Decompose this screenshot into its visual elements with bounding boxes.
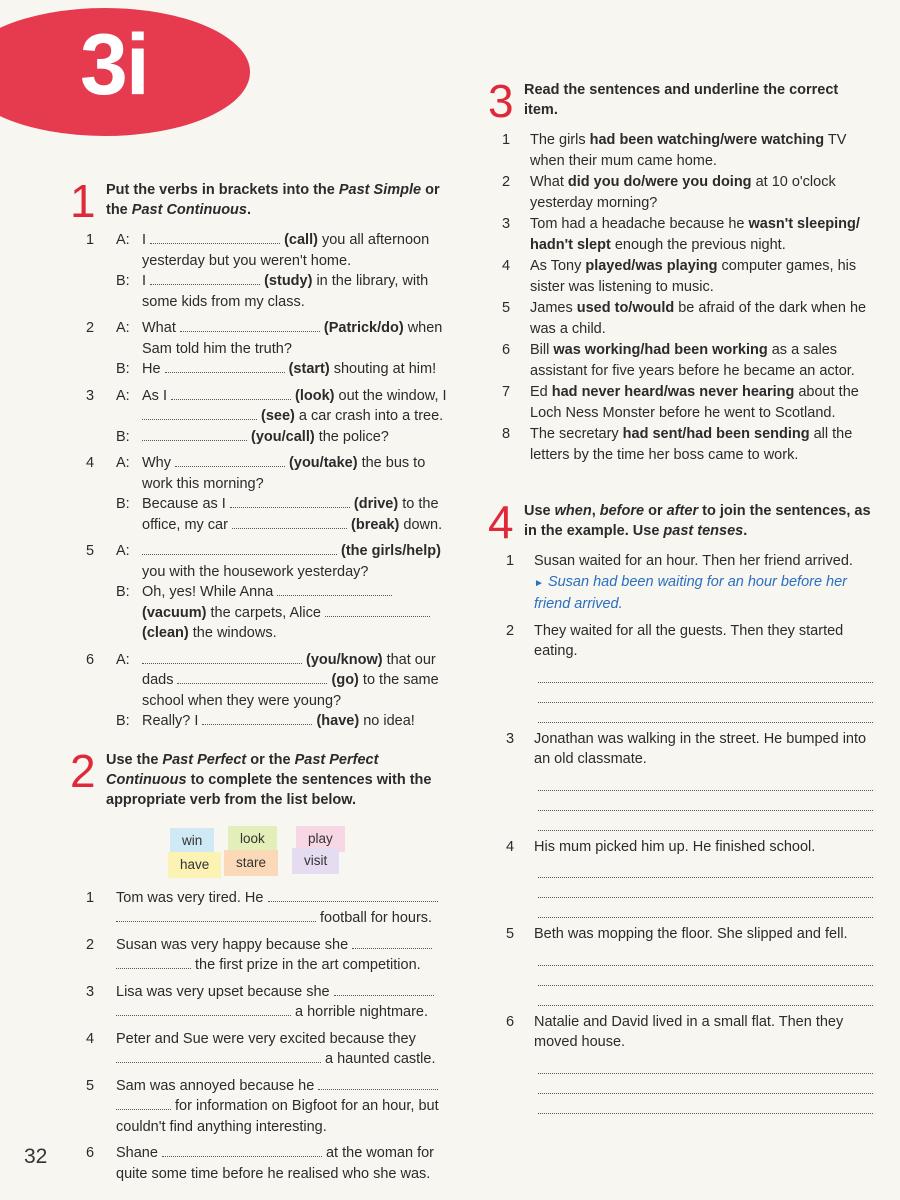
sentence-text: for information on Bigfoot for an hour, but couldn't find anything interesting.	[116, 1098, 439, 1135]
exercise-4-title: ,	[591, 503, 600, 519]
sentence	[116, 982, 455, 1023]
exercise-4-title: or	[644, 503, 667, 519]
verb-prompt: (you/take)	[285, 455, 358, 471]
sentence-text: Ed	[530, 384, 552, 400]
sentence-text: the bus to work this morning?	[142, 455, 426, 492]
answer-blank[interactable]	[180, 318, 320, 332]
answer-blank[interactable]	[268, 888, 438, 902]
sentence	[116, 1029, 455, 1070]
writing-line[interactable]	[538, 771, 873, 791]
sentence-text: Because as I	[142, 496, 230, 512]
verb-prompt: (you/know)	[302, 651, 383, 668]
sentence-text: Beth was mopping the floor. She slipped and fell.	[534, 926, 848, 942]
item-number: 5	[86, 1077, 95, 1094]
sentence	[116, 935, 455, 976]
verb-prompt: (Patrick/do)	[319, 320, 404, 336]
speaker-label: B:	[116, 428, 130, 445]
writing-line[interactable]	[538, 878, 873, 898]
sentence-text: Peter and Sue were very excited because they	[116, 1030, 416, 1047]
item-number: 2	[506, 622, 515, 639]
sentence-text: no idea!	[359, 713, 415, 729]
dialogue-line	[116, 359, 455, 380]
sentence	[530, 382, 873, 423]
item-number: 6	[86, 1145, 95, 1161]
sentence-text: Oh, yes! While Anna	[142, 584, 278, 600]
sentence	[116, 888, 455, 929]
sentence-text: at 10 o'clock yesterday morning?	[530, 174, 836, 211]
verb-chip-0: win	[170, 828, 214, 855]
verb-prompt: (break)	[346, 516, 400, 533]
speaker-label: A:	[116, 387, 130, 404]
dialogue-line	[116, 650, 455, 712]
sentence-text: the windows.	[188, 625, 277, 641]
dialogue-line	[116, 271, 455, 312]
item-number: 5	[502, 300, 511, 316]
sentence-text: What	[142, 320, 180, 336]
sentence-text: His mum picked him up. He finished school.	[534, 838, 816, 855]
dialogue-line	[116, 541, 455, 582]
exercise-4-title: .	[743, 523, 748, 539]
item-number: 6	[86, 651, 95, 668]
item-number: 4	[502, 258, 511, 274]
answer-blank[interactable]	[165, 359, 285, 373]
verb-chip-2: play	[296, 826, 345, 853]
answer-blank[interactable]	[177, 670, 327, 684]
answer-blank[interactable]	[116, 955, 191, 969]
dialogue-line	[116, 453, 455, 494]
exercise-4-item	[488, 924, 873, 945]
choice-options[interactable]: was working/had been working	[553, 342, 768, 358]
sentence-text: a haunted castle.	[321, 1051, 436, 1067]
exercise-4-heading	[488, 496, 873, 548]
sentence-text: shouting at him!	[329, 361, 437, 377]
exercise-4-items	[488, 621, 873, 1114]
left-column	[70, 175, 455, 1190]
example-answer-text: Susan had been waiting for an hour before her friend arrived.	[534, 573, 848, 612]
sentence-text: James	[530, 300, 577, 316]
verb-prompt: (drive)	[349, 496, 399, 512]
speaker-label: A:	[116, 232, 130, 248]
sentence-text: about the Loch Ness Monster before he went to Scotland.	[530, 384, 859, 421]
sentence	[530, 256, 873, 297]
sentence-text: all the letters by the time her boss came to work.	[530, 426, 853, 463]
verb-prompt: (clean)	[142, 625, 189, 641]
answer-blank[interactable]	[150, 271, 260, 285]
dialogue-line	[116, 494, 455, 535]
verb-prompt: (vacuum)	[142, 604, 207, 621]
writing-line[interactable]	[538, 683, 873, 703]
sentence-text: the police?	[314, 428, 389, 445]
item-number: 2	[502, 174, 511, 190]
verb-prompt: (study)	[260, 273, 313, 289]
verb-prompt: (look)	[291, 387, 335, 404]
sentence-text: Bill	[530, 342, 554, 358]
sentence	[530, 298, 873, 339]
answer-blank[interactable]	[202, 711, 312, 725]
exercise-3-item	[488, 214, 873, 255]
item-number: 2	[86, 936, 95, 953]
exercise-2-title-tense: Past Perfect Continuous	[106, 751, 379, 788]
sentence-text: The secretary	[530, 426, 623, 442]
exercise-2-items	[70, 888, 455, 1185]
writing-line[interactable]	[538, 898, 873, 918]
exercise-4-title: Use	[524, 503, 555, 519]
sentence	[116, 1076, 455, 1138]
exercise-1-title: or the	[106, 182, 440, 218]
item-number: 7	[502, 384, 511, 400]
exercise-2-title: or the	[246, 751, 295, 768]
sentence-text: He	[142, 361, 165, 377]
sentence-text: the carpets, Alice	[206, 604, 325, 621]
item-number: 5	[86, 543, 95, 559]
dialogue-line	[116, 386, 455, 427]
sentence	[116, 1143, 455, 1184]
exercise-2-title: Use the	[106, 751, 163, 768]
answer-blank[interactable]	[142, 427, 247, 441]
item-number: 6	[506, 1013, 515, 1030]
exercise-2-item	[70, 1076, 455, 1138]
sentence-text: They waited for all the guests. Then they started eating.	[534, 622, 844, 659]
exercise-4-item	[488, 1012, 873, 1053]
sentence-text: a horrible nightmare.	[291, 1004, 429, 1020]
exercise-4-item	[488, 621, 873, 662]
answer-blank[interactable]	[142, 406, 257, 420]
writing-line[interactable]	[538, 946, 873, 966]
writing-line[interactable]	[538, 858, 873, 878]
sentence-text: Natalie and David lived in a small flat. Then they moved house.	[534, 1013, 844, 1050]
exercise-4-title-word: before	[599, 503, 645, 519]
dialogue-line	[116, 318, 455, 359]
item-number: 8	[502, 426, 511, 442]
exercise-2-item	[70, 888, 455, 929]
dialogue-line	[116, 230, 455, 271]
item-number: 4	[86, 1030, 95, 1047]
exercise-4-item	[488, 837, 873, 858]
exercise-3-item	[488, 130, 873, 171]
sentence-text: out the window, I	[334, 387, 447, 404]
sentence-text: to the same school when they were young?	[142, 672, 439, 709]
exercise-2-item	[70, 1029, 455, 1070]
answer-blank[interactable]	[232, 515, 347, 529]
exercise-1-title: .	[246, 202, 252, 218]
item-number: 4	[86, 455, 95, 471]
verb-prompt: (the girls/help)	[337, 543, 441, 559]
exercise-3-item	[488, 382, 873, 423]
writing-line[interactable]	[538, 791, 873, 811]
dialogue-line	[116, 582, 455, 644]
exercise-1-item	[70, 453, 455, 535]
answer-blank[interactable]	[325, 603, 430, 617]
exercise-2-item	[70, 982, 455, 1023]
choice-options[interactable]: used to/would	[576, 300, 675, 316]
exercise-1-heading	[70, 175, 455, 227]
arrow-marker-icon: ►	[534, 577, 544, 589]
answer-blank[interactable]	[116, 1002, 291, 1016]
item-number: 2	[86, 320, 95, 336]
unit-label: 3i	[80, 17, 148, 113]
answer-blank[interactable]	[142, 541, 337, 555]
exercise-3-items	[488, 130, 873, 465]
answer-blank[interactable]	[171, 386, 291, 400]
writing-line[interactable]	[538, 986, 873, 1006]
verb-prompt: (call)	[280, 232, 318, 248]
sentence	[530, 214, 873, 255]
item-number: 1	[86, 889, 95, 906]
sentence-text: Shane	[116, 1145, 162, 1161]
item-number: 3	[502, 216, 511, 232]
verb-prompt: (go)	[327, 672, 359, 688]
choice-options[interactable]: had never heard/was never hearing	[551, 384, 795, 400]
answer-blank[interactable]	[150, 230, 280, 244]
sentence-text: Tom had a headache because he	[530, 216, 749, 232]
sentence-text: enough the previous night.	[610, 236, 786, 253]
speaker-label: B:	[116, 713, 130, 729]
exercise-4-example	[488, 551, 873, 615]
verb-chip-1: look	[228, 826, 277, 853]
exercise-1-item	[70, 650, 455, 732]
sentence-text: you with the housework yesterday?	[142, 563, 369, 580]
speaker-label: B:	[116, 496, 130, 512]
exercise-3-title: Read the sentences and underline the correct item.	[524, 82, 839, 118]
sentence-text: As Tony	[530, 258, 586, 274]
sentence-text: the first prize in the art competition.	[191, 957, 421, 973]
exercise-2-item	[70, 935, 455, 976]
answer-blank[interactable]	[175, 453, 285, 467]
exercise-2-heading	[70, 744, 455, 810]
exercise-1-item	[70, 541, 455, 644]
sentence-text: you all afternoon yesterday but you weren't home.	[142, 232, 430, 269]
exercise-4-number: 4	[488, 496, 514, 548]
sentence-text: The girls	[530, 132, 590, 148]
item-number: 5	[506, 926, 515, 942]
writing-line[interactable]	[538, 966, 873, 986]
writing-line[interactable]	[538, 1094, 873, 1114]
verb-prompt: (you/call)	[247, 428, 315, 445]
verb-list	[70, 820, 455, 876]
sentence-text: Jonathan was walking in the street. He bumped into an old classmate.	[534, 730, 867, 767]
sentence-text: computer games, his sister was listening to music.	[530, 258, 857, 295]
writing-line[interactable]	[538, 1074, 873, 1094]
answer-blank[interactable]	[230, 494, 350, 508]
sentence-text: football for hours.	[316, 910, 433, 926]
choice-options[interactable]: had been watching/were watching	[589, 132, 825, 148]
sentence-text: to the office, my car	[142, 496, 439, 533]
sentence	[530, 424, 873, 465]
answer-blank[interactable]	[116, 1096, 171, 1110]
exercise-4-item	[488, 729, 873, 770]
answer-blank[interactable]	[352, 935, 432, 949]
example-text: Susan waited for an hour. Then her friend arrived.	[534, 553, 853, 569]
exercise-1-title-tense: Past Continuous	[131, 202, 247, 218]
exercise-3-item	[488, 424, 873, 465]
exercise-3-item	[488, 172, 873, 213]
speaker-label: A:	[116, 543, 130, 559]
exercise-4-title: to join the sentences, as in the example. Use	[524, 503, 871, 539]
speaker-label: A:	[116, 651, 130, 668]
sentence-text: As I	[142, 387, 172, 404]
answer-blank[interactable]	[334, 982, 434, 996]
exercise-2-number: 2	[70, 744, 96, 797]
sentence	[530, 130, 873, 171]
right-column	[488, 75, 873, 1114]
sentence	[530, 340, 873, 381]
exercise-2-item	[70, 1143, 455, 1184]
sentence-text: Why	[142, 455, 176, 471]
sentence-text: as a sales assistant for five years before he became an actor.	[530, 342, 855, 379]
exercise-2-title-tense: Past Perfect	[162, 751, 247, 768]
sentence	[530, 172, 873, 213]
exercise-1-item	[70, 230, 455, 312]
exercise-1-title-tense: Past Simple	[338, 182, 422, 198]
writing-line[interactable]	[538, 811, 873, 831]
answer-blank[interactable]	[162, 1143, 322, 1157]
sentence-text: What	[530, 174, 568, 190]
sentence-text: be afraid of the dark when he was a child.	[530, 300, 867, 337]
exercise-4-title-word: when	[554, 503, 592, 519]
exercise-1-item	[70, 386, 455, 448]
choice-options[interactable]: wasn't sleeping/ hadn't slept	[530, 216, 860, 253]
speaker-label: B:	[116, 584, 130, 600]
sentence-text: I	[142, 232, 151, 248]
verb-prompt: (have)	[312, 713, 360, 729]
exercise-4-title-word: past tenses	[663, 523, 744, 539]
item-number: 3	[86, 387, 95, 404]
exercise-1-item	[70, 318, 455, 380]
answer-blank[interactable]	[116, 1049, 321, 1063]
answer-blank[interactable]	[277, 582, 392, 596]
sentence-text: in the library, with some kids from my class.	[142, 273, 429, 310]
dialogue-line	[116, 711, 455, 732]
answer-blank[interactable]	[116, 908, 316, 922]
exercise-3-item	[488, 340, 873, 381]
verb-chip-4: stare	[224, 850, 278, 877]
speaker-label: B:	[116, 273, 130, 289]
speaker-label: A:	[116, 455, 130, 471]
dialogue-line	[116, 427, 455, 448]
exercise-3-heading	[488, 75, 873, 127]
sentence-text: down.	[399, 516, 443, 533]
sentence-text: Susan was very happy because she	[116, 936, 353, 953]
exercise-4-title-word: after	[666, 503, 699, 519]
sentence-text: TV when their mum came home.	[530, 132, 847, 169]
exercise-3-number: 3	[488, 75, 514, 127]
item-number: 1	[86, 232, 95, 248]
sentence-text: I	[142, 273, 151, 289]
sentence-text: that our dads	[142, 651, 436, 688]
exercise-3-item	[488, 256, 873, 297]
speaker-label: B:	[116, 361, 130, 377]
speaker-label: A:	[116, 320, 130, 336]
answer-blank[interactable]	[318, 1076, 438, 1090]
sentence-text: Lisa was very upset because she	[116, 983, 334, 1000]
exercise-1-items	[70, 230, 455, 732]
item-number: 4	[506, 838, 515, 855]
item-number: 3	[506, 730, 515, 747]
item-number: 6	[502, 342, 511, 358]
item-number: 1	[506, 553, 515, 569]
verb-prompt: (see)	[257, 408, 295, 424]
sentence-text: Sam was annoyed because he	[116, 1077, 319, 1094]
exercise-1-number: 1	[70, 175, 96, 227]
verb-chip-3: have	[168, 852, 221, 879]
choice-options[interactable]: played/was playing	[585, 258, 718, 274]
sentence-text: Really? I	[142, 713, 203, 729]
choice-options[interactable]: did you do/were you doing	[567, 174, 752, 190]
page-number: 32	[24, 1145, 48, 1168]
sentence-text: a car crash into a tree.	[294, 408, 444, 424]
item-number: 1	[502, 132, 511, 148]
exercise-1-title: Put the verbs in brackets into the	[106, 182, 339, 198]
verb-chip-5: visit	[292, 848, 339, 875]
sentence-text: at the woman for quite some time before he realised who she was.	[116, 1145, 434, 1182]
writing-line[interactable]	[538, 703, 873, 723]
writing-line[interactable]	[538, 663, 873, 683]
choice-options[interactable]: had sent/had been sending	[622, 426, 810, 442]
sentence-text: when Sam told him the truth?	[142, 320, 443, 357]
sentence-text: Tom was very tired. He	[116, 889, 268, 906]
item-number: 3	[86, 983, 95, 1000]
exercise-2-title: to complete the sentences with the appropriate verb from the list below.	[106, 771, 432, 808]
writing-line[interactable]	[538, 1054, 873, 1074]
verb-prompt: (start)	[284, 361, 330, 377]
answer-blank[interactable]	[142, 650, 302, 664]
example-answer	[534, 572, 873, 615]
exercise-3-item	[488, 298, 873, 339]
